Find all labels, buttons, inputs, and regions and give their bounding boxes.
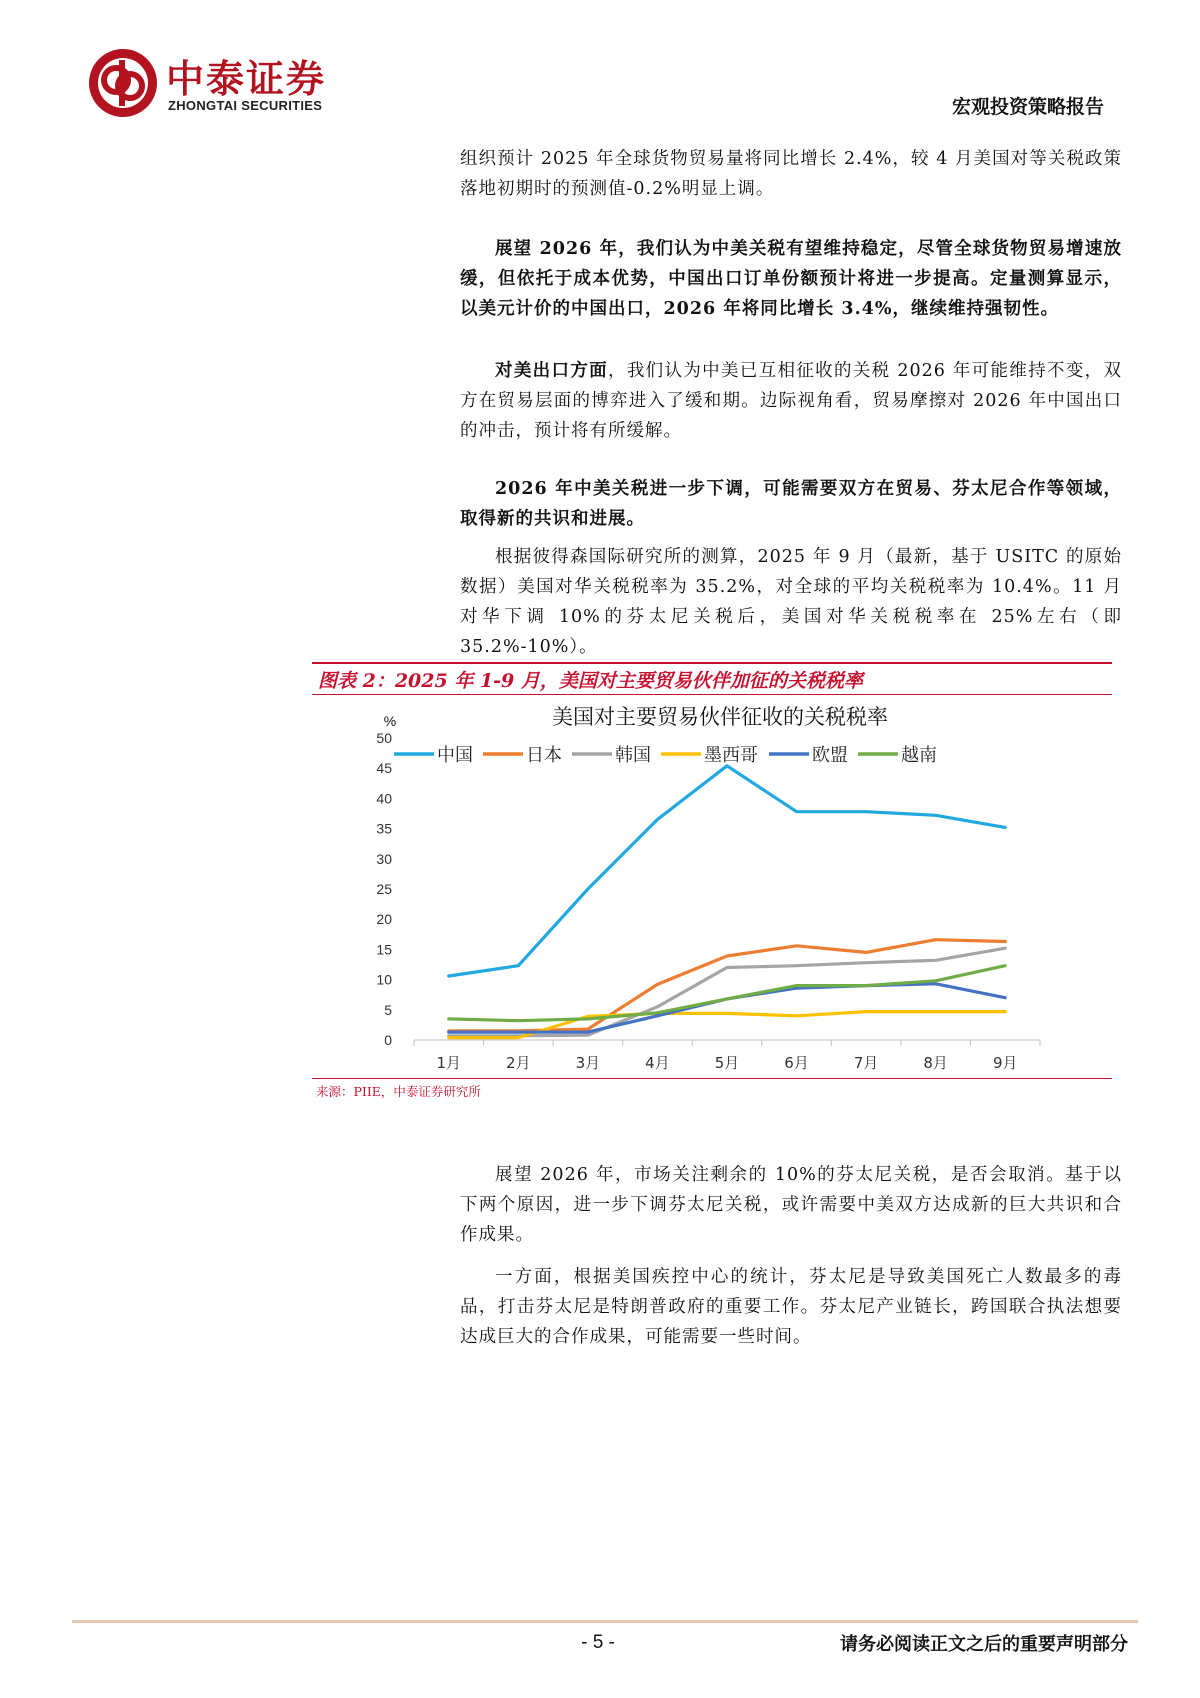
series-line-韩国 <box>449 948 1005 1036</box>
x-tick-label: 4月 <box>645 1054 670 1072</box>
figure-source: 来源：PIIE，中泰证券研究所 <box>316 1084 481 1099</box>
y-tick-label: 40 <box>376 790 392 807</box>
paragraph-us-exports <box>460 356 1122 446</box>
x-tick-label: 8月 <box>923 1054 948 1072</box>
legend-label: 越南 <box>901 745 937 766</box>
paragraph-lead: 对美出口方面 <box>495 361 608 381</box>
y-tick-label: 0 <box>384 1032 392 1048</box>
y-tick-label: 35 <box>376 820 392 837</box>
figure-top-rule <box>312 662 1112 664</box>
paragraph-fentanyl-cdc: 一方面，根据美国疾控中心的统计，芬太尼是导致美国死亡人数最多的毒品，打击芬太尼是特朗普政府的重要工作。芬太尼产业链长，跨国联合执法想要达成巨大的合作成果，可能需要一些时间。 <box>460 1267 1122 1347</box>
series-line-欧盟 <box>449 984 1005 1032</box>
x-tick-label: 6月 <box>784 1054 809 1072</box>
y-tick-label: 25 <box>376 881 392 897</box>
legend-label: 欧盟 <box>812 745 848 766</box>
paragraph-outlook-2026: 展望 2026 年，我们认为中美关税有望维持稳定，尽管全球货物贸易增速放缓，但依托于成本优势，中国出口订单份额预计将进一步提高。定量测算显示，以美元计价的中国出口，2026 年将同比增长 3.4%，继续维持强韧性。 <box>460 239 1122 319</box>
figure-bottom-rule <box>312 1078 1112 1079</box>
brand-name-en: ZHONGTAI SECURITIES <box>168 98 323 113</box>
paragraph-body: ，我们认为中美已互相征收的关税 2026 年可能维持不变，双方在贸易层面的博弈进入了缓和期。边际视角看，贸易摩擦对 2026 年中国出口的冲击，预计将有所缓解。 <box>460 361 1122 441</box>
figure-caption-rule <box>312 694 1112 695</box>
x-tick-label: 3月 <box>575 1054 601 1072</box>
chart-legend <box>394 744 937 766</box>
figure-caption: 图表 2：2025 年 1-9 月，美国对主要贸易伙伴加征的关税税率 <box>318 670 863 692</box>
y-tick-label: 15 <box>376 941 392 958</box>
x-tick-label: 9月 <box>992 1054 1018 1072</box>
x-tick-label: 1月 <box>436 1054 462 1072</box>
chart-title: 美国对主要贸易伙伴征收的关税税率 <box>552 705 888 729</box>
paragraph-trade-forecast: 组织预计 2025 年全球货物贸易量将同比增长 2.4%，较 4 月美国对等关税政策落地初期时的预测值-0.2%明显上调。 <box>460 149 1122 199</box>
footer-disclaimer: 请务必阅读正文之后的重要声明部分 <box>840 1634 1128 1655</box>
legend-label: 中国 <box>437 745 473 766</box>
x-tick-label: 2月 <box>506 1054 531 1072</box>
x-tick-label: 5月 <box>714 1054 740 1072</box>
legend-label: 日本 <box>526 745 562 766</box>
y-tick-label: 20 <box>376 911 392 928</box>
paragraph-tariff-cut: 2026 年中美关税进一步下调，可能需要双方在贸易、芬太尼合作等领域，取得新的共识和进展。 <box>460 479 1122 529</box>
paragraph-piie-estimate: 根据彼得森国际研究所的测算，2025 年 9 月（最新，基于 USITC 的原始数据）美国对华关税税率为 35.2%，对全球的平均关税税率为 10.4%。11 月对华下调 10%的芬太尼关税后，美国对华关税税率在 25%左右（即 35.2%-10%）。 <box>460 547 1122 657</box>
x-tick-label: 7月 <box>853 1054 879 1072</box>
company-logo <box>86 46 160 120</box>
legend-label: 墨西哥 <box>704 745 758 766</box>
y-tick-label: 30 <box>376 850 392 867</box>
tariff-rate-chart <box>312 700 1112 1076</box>
page-number: - 5 - <box>581 1632 615 1653</box>
brand-name-cn: 中泰证券 <box>166 57 327 101</box>
chart-ylabel: % <box>383 713 397 729</box>
y-tick-label: 50 <box>376 730 392 746</box>
series-line-中国 <box>449 766 1005 976</box>
y-tick-label: 10 <box>376 971 392 988</box>
paragraph-fentanyl-outlook: 展望 2026 年，市场关注剩余的 10%的芬太尼关税，是否会取消。基于以下两个原因，进一步下调芬太尼关税，或许需要中美双方达成新的巨大共识和合作成果。 <box>460 1165 1122 1245</box>
report-type: 宏观投资策略报告 <box>951 96 1104 118</box>
y-tick-label: 5 <box>384 1001 392 1018</box>
footer-rule <box>72 1620 1138 1623</box>
chart-series <box>449 766 1005 1038</box>
legend-label: 韩国 <box>615 745 651 766</box>
y-tick-label: 45 <box>376 760 392 777</box>
